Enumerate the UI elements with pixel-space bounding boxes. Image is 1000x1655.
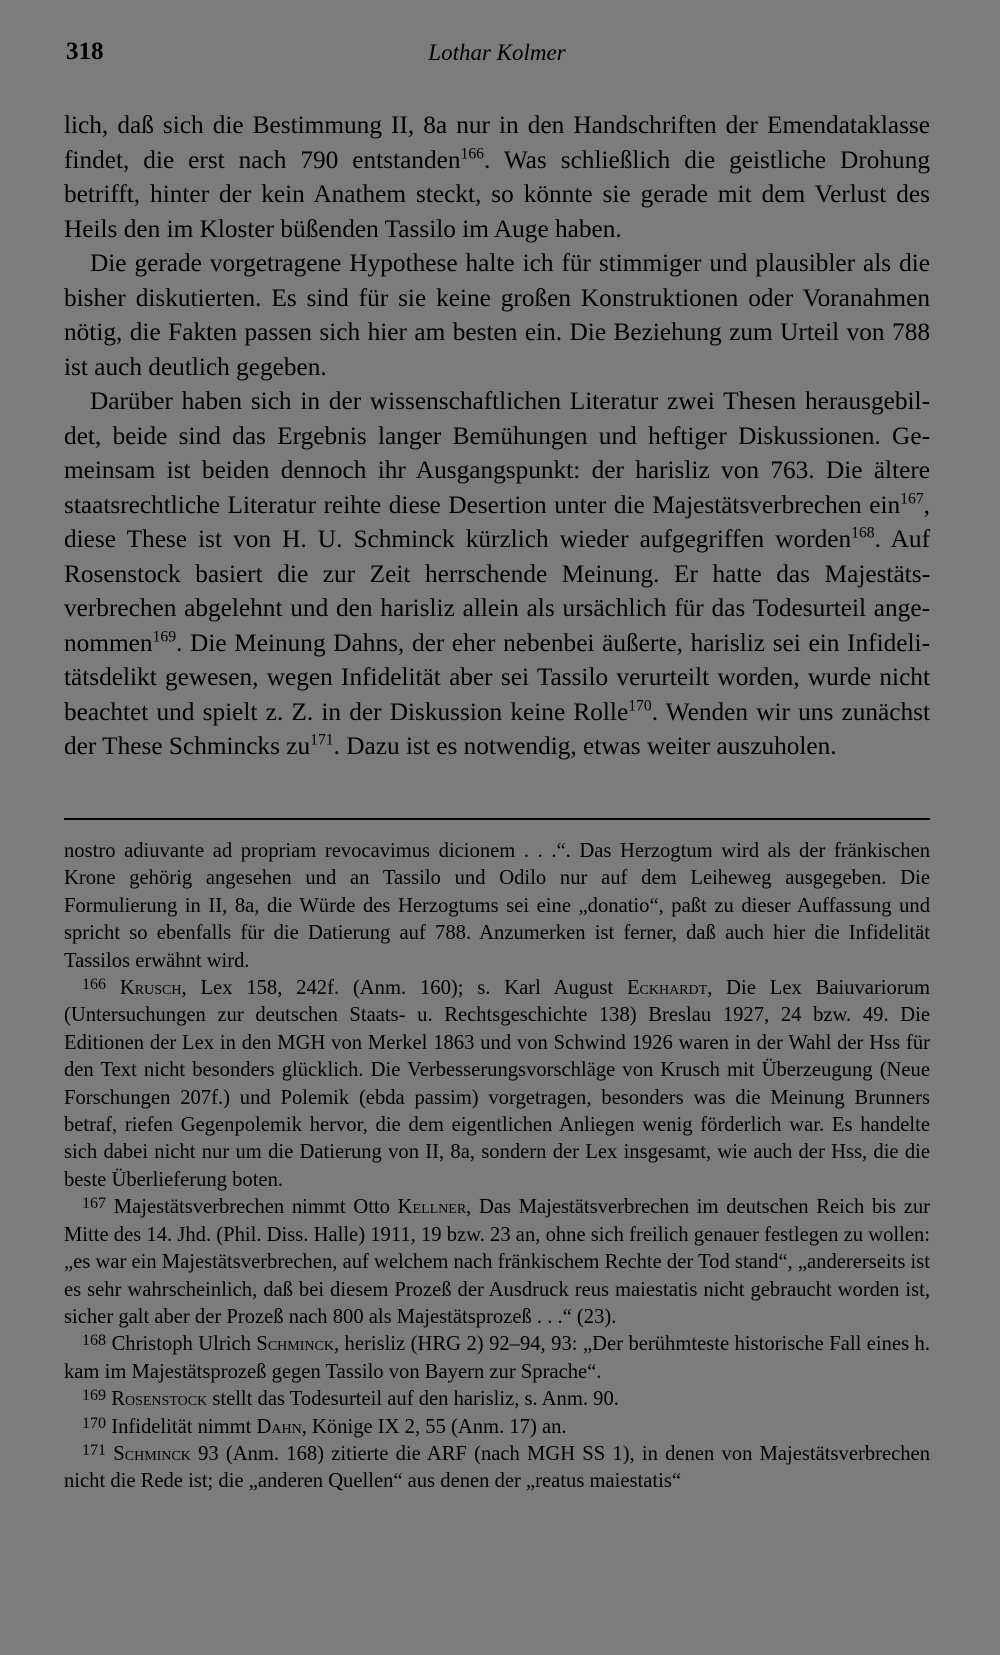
footnote-number: 167 <box>82 1195 107 1213</box>
author-name: Dahn <box>256 1415 302 1438</box>
main-text <box>64 108 930 764</box>
author-name: Krusch <box>119 977 182 1000</box>
footnote-ref-168[interactable]: 168 <box>851 524 875 542</box>
footnote-ref-166[interactable]: 166 <box>460 144 484 162</box>
paragraph-1 <box>64 108 930 246</box>
footnote-text: Infidelität nimmt <box>111 1415 257 1438</box>
footnote-ref-171[interactable]: 171 <box>310 731 334 749</box>
footnote-text: 93 (Anm. 168) zitierte die ARF (nach MGH SS 1), in denen von Majestätsverbrechen nicht die Rede ist; die „anderen Quellen“ aus denen der „reatus maiestatis“ <box>64 1442 930 1493</box>
paragraph-3 <box>64 384 930 764</box>
footnote-text: Christoph Ulrich <box>111 1333 257 1356</box>
footnote-rule <box>64 818 930 820</box>
author-name: Rosenstock <box>111 1388 208 1411</box>
paragraph-2: Die gerade vorgetragene Hypothese halte ich für stimmiger und plausibler als die bisher diskutierten. Es sind für sie keine großen Konstruktionen oder Voranahmen nötig, die Fakten passen sich hier am besten ein. Die Beziehung zum Urteil von 788 ist auch deutlich gegeben. <box>64 249 930 381</box>
footnote-170 <box>64 1414 930 1441</box>
footnote-ref-169[interactable]: 169 <box>152 627 177 645</box>
footnote-167 <box>64 1194 930 1331</box>
running-head: Lothar Kolmer <box>428 40 566 65</box>
footnote-text: stellt das Todesurteil auf den harisliz, s. Anm. 90. <box>207 1388 619 1411</box>
paragraph-3-text-f: . Dazu ist es notwendig, etwas weiter auszuholen. <box>333 732 837 760</box>
paragraph-3-text-a: Darüber haben sich in der wissenschaftlichen Literatur zwei Thesen herausgebildet, beide sind das Ergebnis langer Bemühungen und heftiger Diskussionen. Gemeinsam ist beiden dennoch ihr Ausgangspunkt: der harisliz von 763. Die ältere staatsrechtliche Literatur reihte diese Desertion unter die Majestätsverbrechen ein <box>64 387 930 519</box>
footnote-text: , Die Lex Baiuvariorum (Untersuchungen zur deutschen Staats- u. Rechtsgeschichte 138) Breslau 1927, 24 bzw. 49. Die Editionen der Lex in den MGH von Merkel 1863 und von Schwind 1926 waren in der Wahl der Hss für den Text nicht besonders glücklich. Die Verbesserungsvorschläge von Krusch mit Überzeugung (Neue Forschungen 207f.) und Polemik (ebda passim) vorgetragen, besonders was die Meinung Brunners betraf, riefen Gegenpolemik hervor, die dem eigentlichen Anliegen wenig förderlich war. Es handelte sich dabei nicht nur um die Datierung von II, 8a, sondern der Lex insgesamt, wie auch der Hss, die die beste Überlieferung boten. <box>64 977 930 1191</box>
page-header <box>66 38 928 74</box>
author-name: Schminck <box>113 1442 191 1465</box>
footnote-text: Majestätsverbrechen nimmt Otto <box>113 1196 398 1219</box>
page-number: 318 <box>66 38 104 65</box>
footnote-text: , herisliz (HRG 2) 92–94, 93: „Der berühmteste historische Fall eines h. kam im Majestätsprozeß gegen Tassilo von Bayern zur Sprache“. <box>64 1333 930 1383</box>
paragraph-3-text-d: . Die Meinung Dahns, der eher nebenbei äußerte, harisliz sei ein Infidelitätsdelikt gewesen, wegen Infidelität aber sei Tassilo verurteilt worden, wurde nicht beachtet und spielt z. Z. in der Diskussion keine Rolle <box>64 628 930 726</box>
paragraph-3-text-b: , diese These ist von H. U. Schminck kürzlich wieder aufgegriffen worden <box>64 490 930 553</box>
author-name: Eckhardt <box>626 977 708 1000</box>
paragraph-3-text-c: . Auf Rosenstock basiert die zur Zeit herrschende Meinung. Er hatte das Majestätsverbrechen abgelehnt und den harisliz allein als ursächlich für das Todesurteil angenommen <box>64 525 930 657</box>
footnote-ref-170[interactable]: 170 <box>628 696 652 714</box>
footnote-169 <box>64 1386 930 1413</box>
paragraph-1-text-b: . Was schließlich die geistliche Drohung betrifft, hinter der kein Anathem steckt, so könnte sie gerade mit dem Verlust des Heils den im Kloster büßenden Tassilo im Auge haben. <box>64 145 930 243</box>
paragraph-3-text-e: . Wenden wir uns zunächst der These Schmincks zu <box>64 697 930 760</box>
footnote-number: 168 <box>82 1332 107 1350</box>
footnote-number: 170 <box>82 1414 107 1432</box>
paragraph-1-text-a: lich, daß sich die Bestimmung II, 8a nur in den Handschriften der Emendataklasse findet, die erst nach 790 entstanden <box>64 111 930 174</box>
author-name: Schminck <box>256 1333 334 1356</box>
author-name: Kellner <box>397 1196 467 1219</box>
footnote-number: 169 <box>82 1387 107 1405</box>
footnote-168 <box>64 1331 930 1386</box>
footnote-ref-167[interactable]: 167 <box>900 489 924 507</box>
footnote-continuation: nostro adiuvante ad propriam revocavimus dicionem . . .“. Das Herzogtum wird als der fränkischen Krone gehörig angesehen und an Tassilo und Odilo nur auf dem Leiheweg ausgegeben. Die Formulierung in II, 8a, die Würde des Herzogtums sei eine „donatio“, paßt zu dieser Auffassung und spricht so ebenfalls für die Datierung auf 788. Anzumerken ist ferner, daß auch hier die Infidelität Tassilos erwähnt wird. <box>64 840 930 972</box>
footnotes <box>64 838 930 1496</box>
footnote-number: 166 <box>82 976 107 994</box>
footnote-171 <box>64 1441 930 1496</box>
footnote-text: , Könige IX 2, 55 (Anm. 17) an. <box>301 1415 567 1438</box>
footnote-166 <box>64 975 930 1194</box>
footnote-text: , Lex 158, 242f. (Anm. 160); s. Karl August <box>181 977 627 1000</box>
footnote-text: , Das Majestätsverbrechen im deutschen Reich bis zur Mitte des 14. Jhd. (Phil. Diss. Halle) 1911, 19 bzw. 23 an, ohne sich freilich genauer festlegen zu wollen: „es war ein Majestätsverbrechen, auf welchem nach fränkischem Rechte der Tod stand“, „andererseits ist es sehr wahrscheinlich, daß bei diesem Prozeß der Ausdruck reus maiestatis nicht gebraucht worden ist, sicher galt aber der Prozeß nach 800 als Majestätsprozeß . . .“ (23). <box>64 1196 931 1328</box>
footnote-number: 171 <box>82 1442 107 1460</box>
